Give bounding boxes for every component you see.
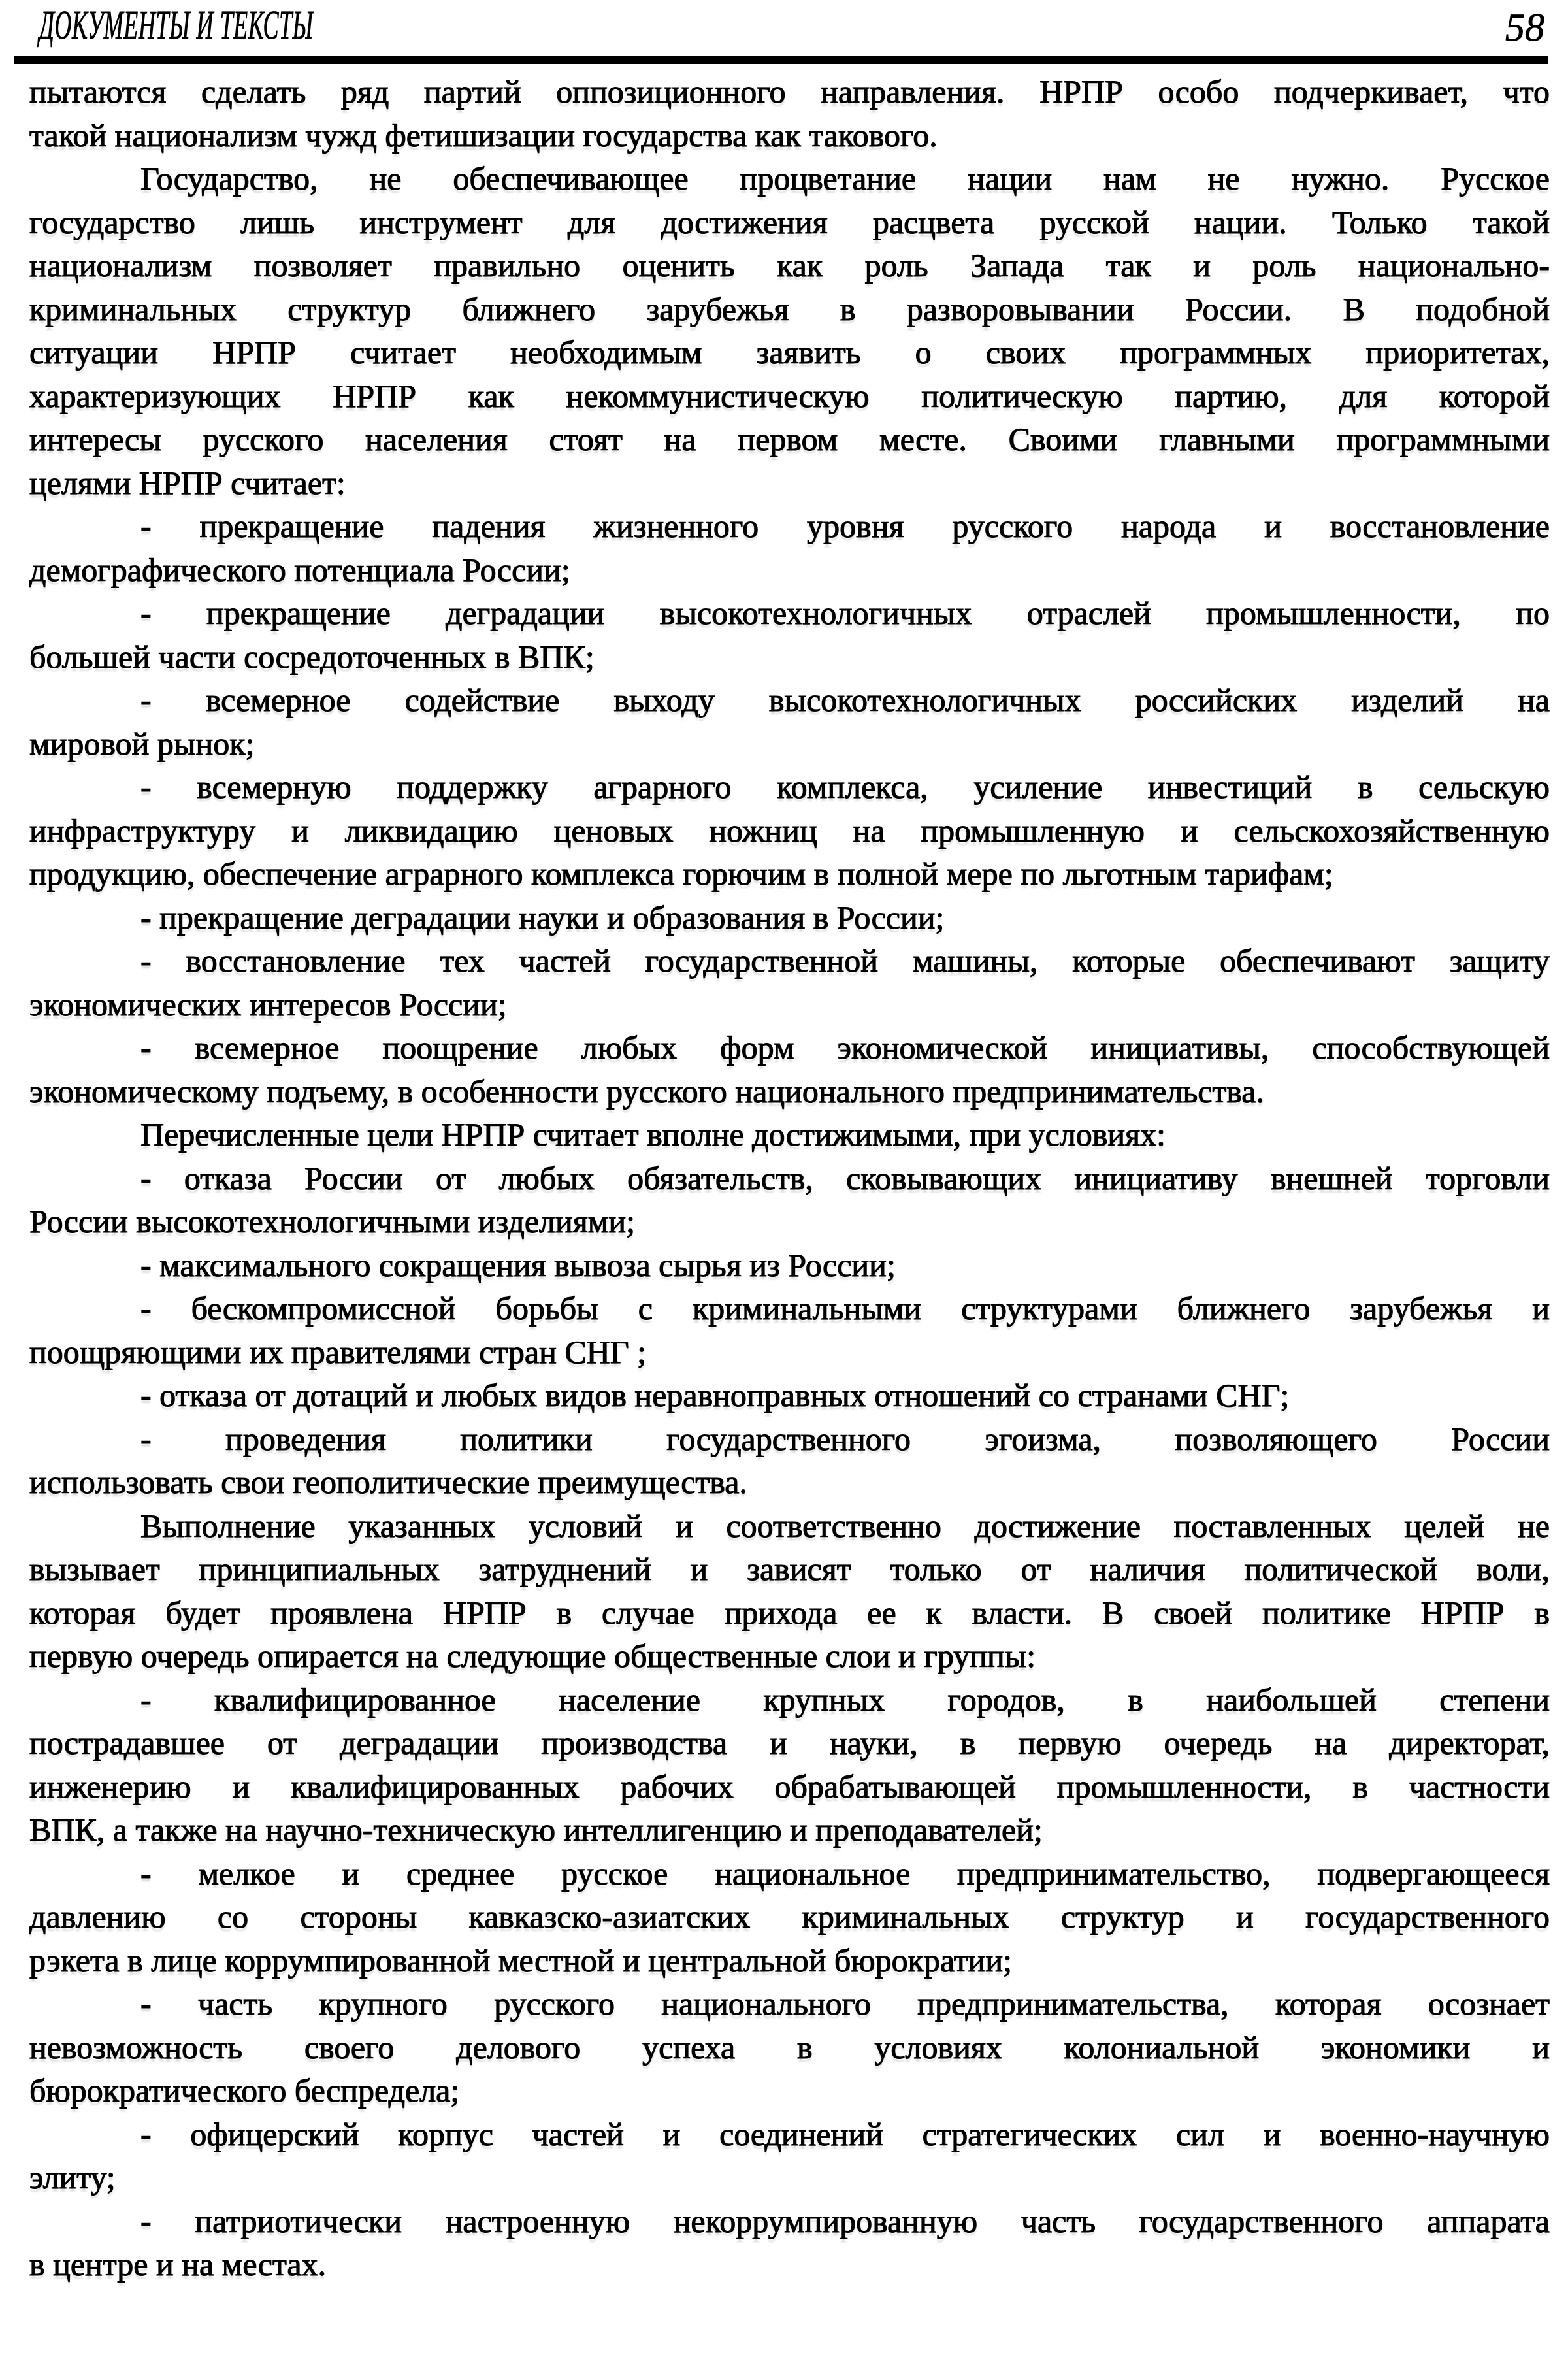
text-line: - мелкое и среднее русское национальное предпринимательство, подвергающееся [140, 1854, 1550, 1892]
text-line: экономическому подъему, в особенности русского национального предпринимательства. [29, 1072, 1264, 1110]
text-line: давлению со стороны кавказско-азиатских криминальных структур и государственного [29, 1898, 1550, 1935]
text-line: - офицерский корпус частей и соединений стратегических сил и военно-научную [140, 2115, 1550, 2152]
header-rule [14, 56, 1548, 64]
text-line: - отказа от дотаций и любых видов неравноправных отношений со странами СНГ; [140, 1377, 1290, 1413]
text-line: поощряющими их правителями стран СНГ ; [29, 1333, 647, 1370]
text-line: - бескомпромиссной борьбы с криминальными структурами ближнего зарубежья и [140, 1290, 1550, 1327]
text-line: невозможность своего делового успеха в условиях колониальной экономики и [29, 2028, 1550, 2066]
text-line: - патриотически настроенную некоррумпированную часть государственного аппарата [140, 2202, 1550, 2239]
text-line: бюрократического беспредела; [29, 2072, 460, 2109]
text-line: рэкета в лице коррумпированной местной и центральной бюрократии; [29, 1941, 1013, 1979]
text-line: - часть крупного русского национального предпринимательства, которая осознает [140, 1985, 1550, 2022]
page-number: 58 [1505, 6, 1544, 49]
text-line: - всемерную поддержку аграрного комплекса, усиление инвестиций в сельскую [140, 768, 1550, 805]
text-line: вызывает принципиальных затруднений и зависят только от наличия политической воли, [29, 1551, 1550, 1587]
text-line: - всемерное поощрение любых форм экономической инициативы, способствующей [140, 1029, 1550, 1066]
page-title: ДОКУМЕНТЫ И ТЕКСТЫ [39, 3, 314, 48]
text-line: такой национализм чужд фетишизации государства как такового. [29, 116, 938, 154]
text-line: - всемерное содействие выходу высокотехнологичных российских изделий на [140, 682, 1550, 718]
text-line: Выполнение указанных условий и соответственно достижение поставленных целей не [140, 1507, 1550, 1544]
document-body [29, 70, 1550, 2286]
text-line: интересы русского населения стоят на первом месте. Своими главными программными [29, 421, 1550, 457]
text-line: которая будет проявлена НРПР в случае прихода ее к власти. В своей политике НРПР в [29, 1594, 1550, 1631]
text-line: - прекращение деградации высокотехнологичных отраслей промышленности, по [140, 595, 1550, 631]
text-line: ситуации НРПР считает необходимым заявить о своих программных приоритетах, [29, 334, 1550, 371]
text-line: криминальных структур ближнего зарубежья в разворовывании России. В подобной [29, 290, 1550, 327]
text-line: пострадавшее от деградации производства и науки, в первую очередь на директорат, [29, 1724, 1550, 1761]
text-line: - проведения политики государственного эгоизма, позволяющего России [140, 1420, 1550, 1457]
text-line: - прекращение деградации науки и образования в России; [140, 898, 945, 936]
text-line: экономических интересов России; [29, 985, 507, 1023]
text-line: большей части сосредоточенных в ВПК; [29, 638, 595, 675]
text-line: мировой рынок; [29, 725, 255, 762]
text-line: инфраструктуру и ликвидацию ценовых ножниц на промышленную и сельскохозяйственную [29, 812, 1550, 849]
text-line: - прекращение падения жизненного уровня русского народа и восстановление [140, 508, 1550, 544]
text-line: - квалифицированное население крупных городов, в наибольшей степени [140, 1681, 1550, 1718]
text-line: Перечисленные цели НРПР считает вполне достижимыми, при условиях: [140, 1116, 1166, 1153]
text-line: - максимального сокращения вывоза сырья из России; [140, 1246, 896, 1283]
text-line: инженерию и квалифицированных рабочих обрабатывающей промышленности, в частности [29, 1768, 1550, 1805]
text-line: первую очередь опирается на следующие общественные слои и группы: [29, 1638, 1036, 1674]
text-line: демографического потенциала России; [29, 551, 570, 588]
text-line: элиту; [29, 2159, 116, 2196]
text-line: России высокотехнологичными изделиями; [29, 1203, 636, 1240]
text-line: характеризующих НРПР как некоммунистическую политическую партию, для которой [29, 377, 1550, 414]
text-line: - отказа России от любых обязательств, сковывающих инициативу внешней торговли [140, 1159, 1550, 1196]
text-line: - восстановление тех частей государственной машины, которые обеспечивают защиту [140, 942, 1550, 979]
text-line: Государство, не обеспечивающее процветание нации нам не нужно. Русское [140, 160, 1550, 197]
text-line: использовать свои геополитические преимущества. [29, 1464, 747, 1500]
text-line: ВПК, а также на научно-техническую интеллигенцию и преподавателей; [29, 1811, 1043, 1848]
text-line: государство лишь инструмент для достижения расцвета русской нации. Только такой [29, 203, 1550, 240]
text-line: пытаются сделать ряд партий оппозиционного направления. НРПР особо подчеркивает, что [29, 73, 1550, 110]
text-line: целями НРПР считает: [29, 464, 346, 501]
text-line: национализм позволяет правильно оценить как роль Запада так и роль национально- [29, 247, 1550, 284]
text-line: в центре и на местах. [29, 2246, 327, 2283]
text-line: продукцию, обеспечение аграрного комплекса горючим в полной мере по льготным тарифам; [29, 855, 1333, 892]
